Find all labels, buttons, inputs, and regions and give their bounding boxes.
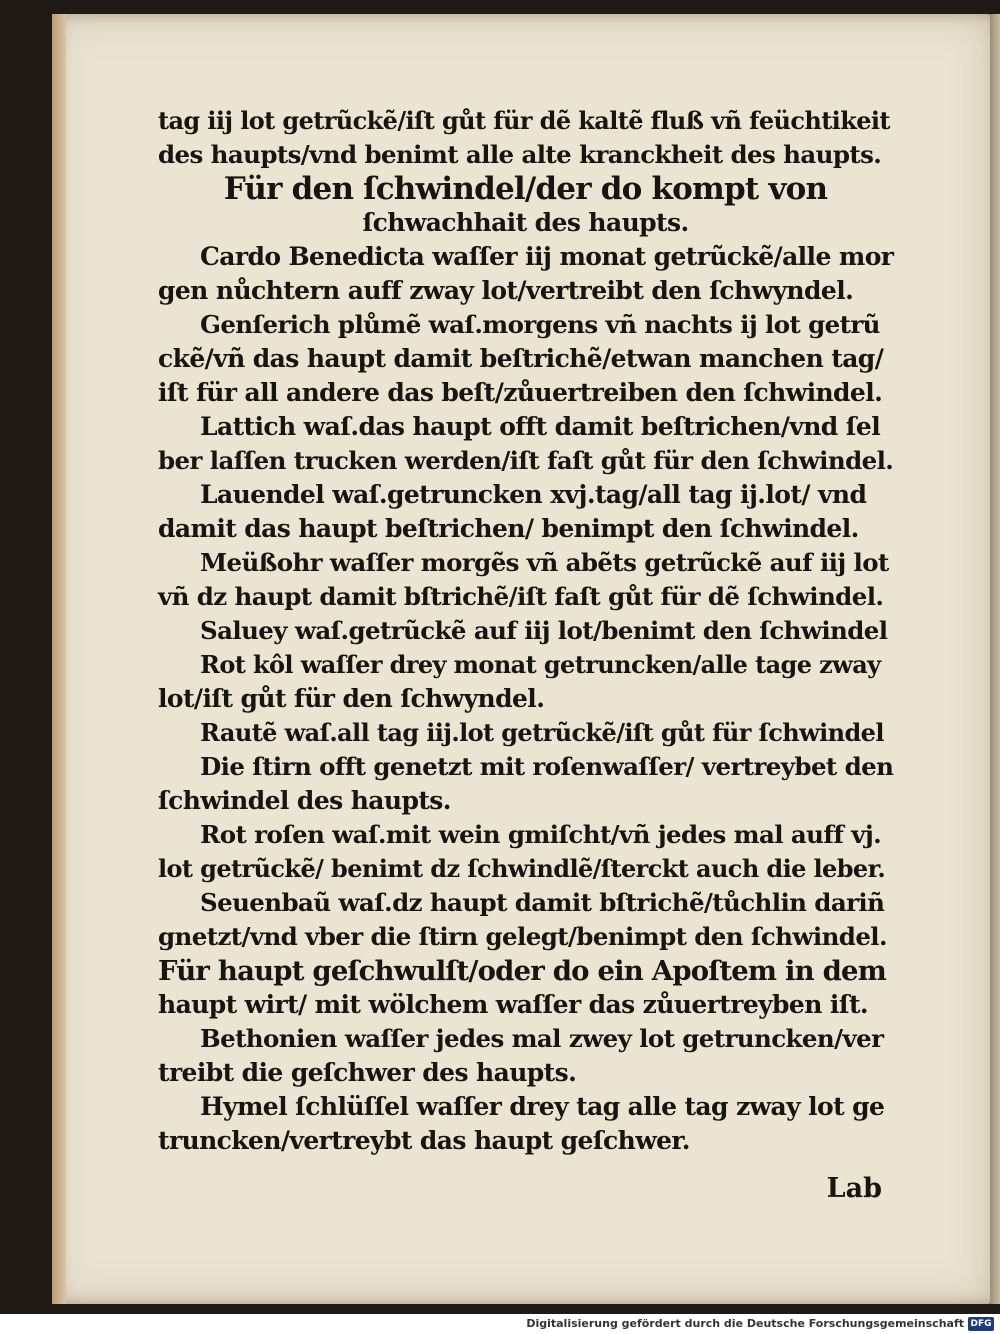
text-line: lot getrũckẽ/ benimt dz ſchwindlẽ/ſterckt auch die leber. bbox=[158, 854, 886, 883]
footer-bar bbox=[0, 1314, 1000, 1334]
text-line: Saluey waſ.getrũckẽ auf iij lot/benimt den ſchwindel bbox=[200, 616, 888, 645]
text-line: damit das haupt beſtrichen/ benimpt den ſchwindel. bbox=[158, 514, 859, 543]
text-line: lot/iſt gůt für den ſchwyndel. bbox=[158, 684, 545, 713]
text-line: Lauendel waſ.getruncken xvj.tag/all tag ij.lot/ vnd bbox=[200, 480, 867, 509]
text-line: vñ dz haupt damit bſtrichẽ/iſt faſt gůt für dẽ ſchwindel. bbox=[158, 582, 884, 611]
text-line: Meüßohr waſſer morgẽs vñ abẽts getrũckẽ auf iij lot bbox=[200, 548, 889, 577]
text-line: ſchwindel des haupts. bbox=[158, 786, 451, 815]
text-line: ckẽ/vñ das haupt damit beſtrichẽ/etwan manchen tag/ bbox=[158, 344, 884, 373]
adjacent-page-edge bbox=[990, 14, 1000, 1304]
text-line: tag iij lot getrũckẽ/iſt gůt für dẽ kaltẽ fluß vñ feüchtikeit bbox=[158, 106, 890, 135]
digitization-credit: Digitalisierung gefördert durch die Deutsche Forschungsgemeinschaft bbox=[526, 1317, 964, 1330]
text-line: ſchwachhait des haupts. bbox=[362, 208, 689, 237]
section-heading: Für den ſchwindel/der do kompt von bbox=[223, 171, 828, 207]
text-line: Seuenbaũ waſ.dz haupt damit bſtrichẽ/tůchlin dariñ bbox=[200, 888, 885, 917]
text-line: haupt wirt/ mit wölchem waſſer das zůuertreyben iſt. bbox=[158, 990, 869, 1019]
text-line: Die ſtirn offt genetzt mit roſenwaſſer/ vertreybet den bbox=[200, 752, 894, 781]
page-text bbox=[158, 104, 893, 1158]
text-line: Cardo Benedicta waſſer iij monat getrũckẽ/alle mor bbox=[200, 242, 894, 271]
text-line: gnetzt/vnd vber die ſtirn gelegt/benimpt den ſchwindel. bbox=[158, 922, 887, 951]
text-line: Rot kôl waſſer drey monat getruncken/alle tage zway bbox=[200, 650, 881, 679]
text-line: gen nůchtern auff zway lot/vertreibt den ſchwyndel. bbox=[158, 276, 854, 305]
text-line: des haupts/vnd benimt alle alte kranckheit des haupts. bbox=[158, 140, 882, 169]
text-line: Lattich waſ.das haupt offt damit beſtrichen/vnd ſel bbox=[200, 412, 881, 441]
dfg-logo-icon: DFG bbox=[968, 1317, 994, 1331]
text-line: ber laſſen trucken werden/iſt faſt gůt für den ſchwindel. bbox=[158, 446, 894, 475]
section-heading: Für haupt geſchwulſt/oder do ein Apoſtem in dem bbox=[158, 955, 887, 987]
text-line: truncken/vertreybt das haupt geſchwer. bbox=[158, 1126, 690, 1155]
text-line: Rot roſen waſ.mit wein gmiſcht/vñ jedes mal auff vj. bbox=[200, 820, 882, 849]
text-line: Hymel ſchlüſſel waſſer drey tag alle tag zway lot ge bbox=[200, 1092, 885, 1121]
text-line: Rautẽ waſ.all tag iij.lot getrũckẽ/iſt gůt für ſchwindel bbox=[200, 718, 884, 747]
text-line: Genſerich plůmẽ waſ.morgens vñ nachts ij lot getrũ bbox=[200, 310, 880, 339]
text-line: Bethonien waſſer jedes mal zwey lot getruncken/ver bbox=[200, 1024, 884, 1053]
catchword: Lab bbox=[826, 1173, 882, 1204]
text-line: treibt die geſchwer des haupts. bbox=[158, 1058, 577, 1087]
page-edge bbox=[52, 14, 66, 1304]
text-line: iſt für all andere das beſt/zůuertreiben den ſchwindel. bbox=[158, 378, 883, 407]
